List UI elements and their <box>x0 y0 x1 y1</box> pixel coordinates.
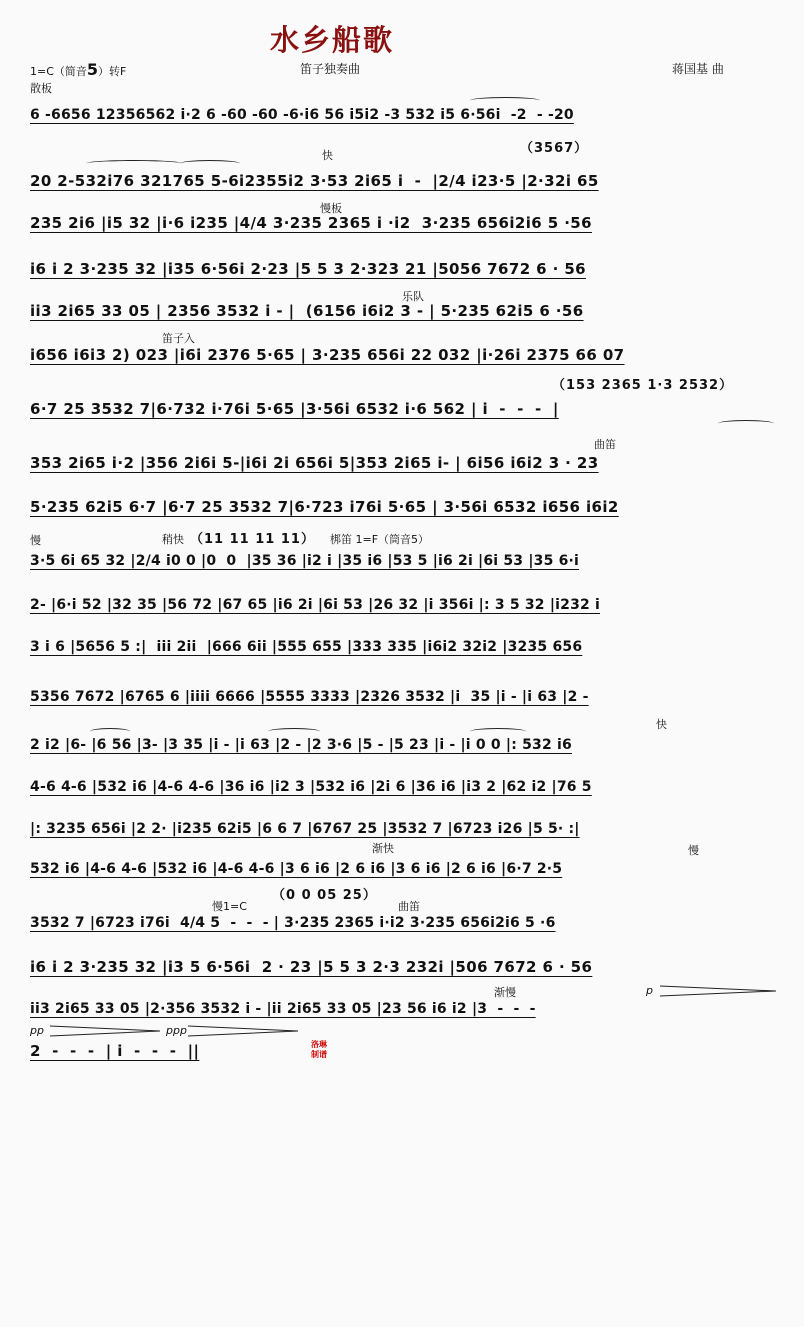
notation-row-13 <box>30 686 778 710</box>
row-13-notes: 5356 7672 |6765 6 |iiii 6666 |5555 3333 |2326 3532 |i 35 |i - |i 63 |2 - <box>30 689 589 705</box>
row-21-notes: 2 - - - | i - - - || <box>30 1042 200 1060</box>
mark-shaokuai: 稍快 <box>162 533 184 546</box>
mark-qudi-1: 曲笛 <box>594 438 616 451</box>
key-suffix: ）转F <box>98 65 127 78</box>
notation-row-12 <box>30 636 778 660</box>
row-15-notes: 4-6 4-6 |532 i6 |4-6 4-6 |36 i6 |i2 3 |532 i6 |2i 6 |36 i6 |i3 2 |62 i2 |76 5 <box>30 779 592 795</box>
row-8-notes: 353 2i65 i·2 |356 2i6i 5-|i6i 2i 656i 5|353 2i65 i- | 6i56 i6i2 3 · 23 <box>30 454 599 472</box>
slur-4 <box>718 420 774 427</box>
mark-bangdi: 梆笛 1=F（筒音5） <box>330 533 430 546</box>
notation-row-20 <box>30 998 778 1022</box>
row-6-notes: i656 i6i3 2) 023 |i6i 2376 5·65 | 3·235 656i 22 032 |i·26i 2375 66 07 <box>30 346 625 364</box>
row-16-notes: |: 3235 656i |2 2· |i235 62i5 |6 6 7 |6767 25 |3532 7 |6723 i26 |5 5· :| <box>30 821 580 837</box>
notation-row-4 <box>30 258 778 282</box>
notation-row-6 <box>30 344 778 368</box>
row-2-notes: 20 2-532i76 321765 5-6i2355i2 3·53 2i65 i - |2/4 i23·5 |2·32i 65 <box>30 172 599 190</box>
slur-3 <box>180 160 240 167</box>
bracket-figure-1: （3567） <box>520 141 589 156</box>
notation-row-19 <box>30 956 778 980</box>
bracket-figure-3: （11 11 11 11） <box>190 532 315 547</box>
key-signature <box>30 60 126 79</box>
row-10-notes: 3·5 6i 65 32 |2/4 i0 0 |0 0 |35 36 |i2 i |35 i6 |53 5 |i6 2i |6i 53 |35 6·i <box>30 553 580 569</box>
row-11-notes: 2- |6·i 52 |32 35 |56 72 |67 65 |i6 2i |6i 53 |26 32 |i 356i |: 3 5 32 |i232 i <box>30 597 601 613</box>
mark-kuai-1: 快 <box>322 149 333 162</box>
composer-credit: 蒋国基 曲 <box>672 62 724 76</box>
notation-row-14 <box>30 734 778 758</box>
red-stamp: 洛琳制谱 <box>311 1040 327 1059</box>
mark-jianman: 渐慢 <box>494 986 516 999</box>
notation-row-15 <box>30 776 778 800</box>
notation-row-21 <box>30 1040 300 1064</box>
mark-man-2: 慢 <box>688 844 699 857</box>
row-18-notes: 3532 7 |6723 i76i 4/4 5 - - - | 3·235 2365 i·i2 3·235 656i2i6 5 ·6 <box>30 915 556 931</box>
mark-kuai-2: 快 <box>656 718 667 731</box>
row-14-notes: 2 i2 |6- |6 56 |3- |3 35 |i - |i 63 |2 - |2 3·6 |5 - |5 23 |i - |i 0 0 |: 532 i6 <box>30 737 572 753</box>
hairpin-diminuendo-1 <box>660 984 776 998</box>
slur-5 <box>90 728 130 735</box>
notation-row-16 <box>30 818 778 842</box>
notation-row-10 <box>30 550 778 574</box>
score-title: 水乡船歌 <box>270 23 395 57</box>
hairpin-diminuendo-3 <box>188 1024 298 1038</box>
notation-row-17 <box>30 858 778 882</box>
notation-row-7 <box>30 398 778 422</box>
row-17-notes: 532 i6 |4-6 4-6 |532 i6 |4-6 4-6 |3 6 i6 |2 6 i6 |3 6 i6 |2 6 i6 |6·7 2·5 <box>30 861 563 877</box>
mark-dynamic-pp: pp <box>30 1024 44 1037</box>
notation-row-8 <box>30 452 778 476</box>
slur-2 <box>86 160 182 167</box>
mark-man-1c: 慢1=C <box>212 900 247 913</box>
bracket-figure-2: （153 2365 1·3 2532） <box>552 378 734 393</box>
row-19-notes: i6 i 2 3·235 32 |i3 5 6·56i 2 · 23 |5 5 3 2·3 232i |506 7672 6 · 56 <box>30 958 593 976</box>
key-prefix: 1=C（简音 <box>30 65 87 78</box>
mark-sanban: 散板 <box>30 82 52 95</box>
mark-man-1: 慢 <box>30 534 41 547</box>
notation-row-18 <box>30 912 778 936</box>
notation-row-11 <box>30 594 778 618</box>
score-subtitle: 笛子独奏曲 <box>300 62 361 76</box>
key-note: 5 <box>86 60 99 79</box>
mark-manban: 慢板 <box>320 202 342 215</box>
notation-row-2 <box>30 170 778 194</box>
row-12-notes: 3 i 6 |5656 5 :| iii 2ii |666 6ii |555 655 |333 335 |i6i2 32i2 |3235 656 <box>30 639 583 655</box>
row-7-notes: 6·7 25 3532 7|6·732 i·76i 5·65 |3·56i 6532 i·6 562 | i - - - | <box>30 400 559 418</box>
slur-1 <box>470 97 540 104</box>
mark-dizi-ru: 笛子入 <box>162 332 195 345</box>
mark-yuedui: 乐队 <box>402 290 424 303</box>
row-3-notes: 235 2i6 |i5 32 |i·6 i235 |4/4 3·235 2365 i ·i2 3·235 656i2i6 5 ·56 <box>30 214 592 232</box>
bracket-figure-4: （0 0 05 25） <box>272 888 377 903</box>
notation-row-1 <box>30 104 778 128</box>
notation-row-9 <box>30 496 778 520</box>
notation-row-3 <box>30 212 778 236</box>
notation-row-5 <box>30 300 778 324</box>
row-5-notes: ii3 2i65 33 05 | 2356 3532 i - | (6156 i6i2 3 - | 5·235 62i5 6 ·56 <box>30 302 584 320</box>
row-9-notes: 5·235 62i5 6·7 |6·7 25 3532 7|6·723 i76i 5·65 | 3·56i 6532 i656 i6i2 <box>30 498 619 516</box>
hairpin-diminuendo-2 <box>50 1024 160 1038</box>
slur-7 <box>470 728 526 735</box>
row-1-notes: 6 -6656 12356562 i·2 6 -60 -60 -6·i6 56 i5i2 -3 532 i5 6·56i -2 - -20 <box>30 107 574 123</box>
row-20-notes: ii3 2i65 33 05 |2·356 3532 i - |ii 2i65 33 05 |23 56 i6 i2 |3 - - - <box>30 1001 536 1017</box>
mark-dynamic-ppp: ppp <box>166 1024 187 1037</box>
slur-6 <box>268 728 320 735</box>
mark-jiankuai: 渐快 <box>372 842 394 855</box>
mark-qudi-2: 曲笛 <box>398 900 420 913</box>
mark-dynamic-p: p <box>646 984 653 997</box>
row-4-notes: i6 i 2 3·235 32 |i35 6·56i 2·23 |5 5 3 2·323 21 |5056 7672 6 · 56 <box>30 260 587 278</box>
